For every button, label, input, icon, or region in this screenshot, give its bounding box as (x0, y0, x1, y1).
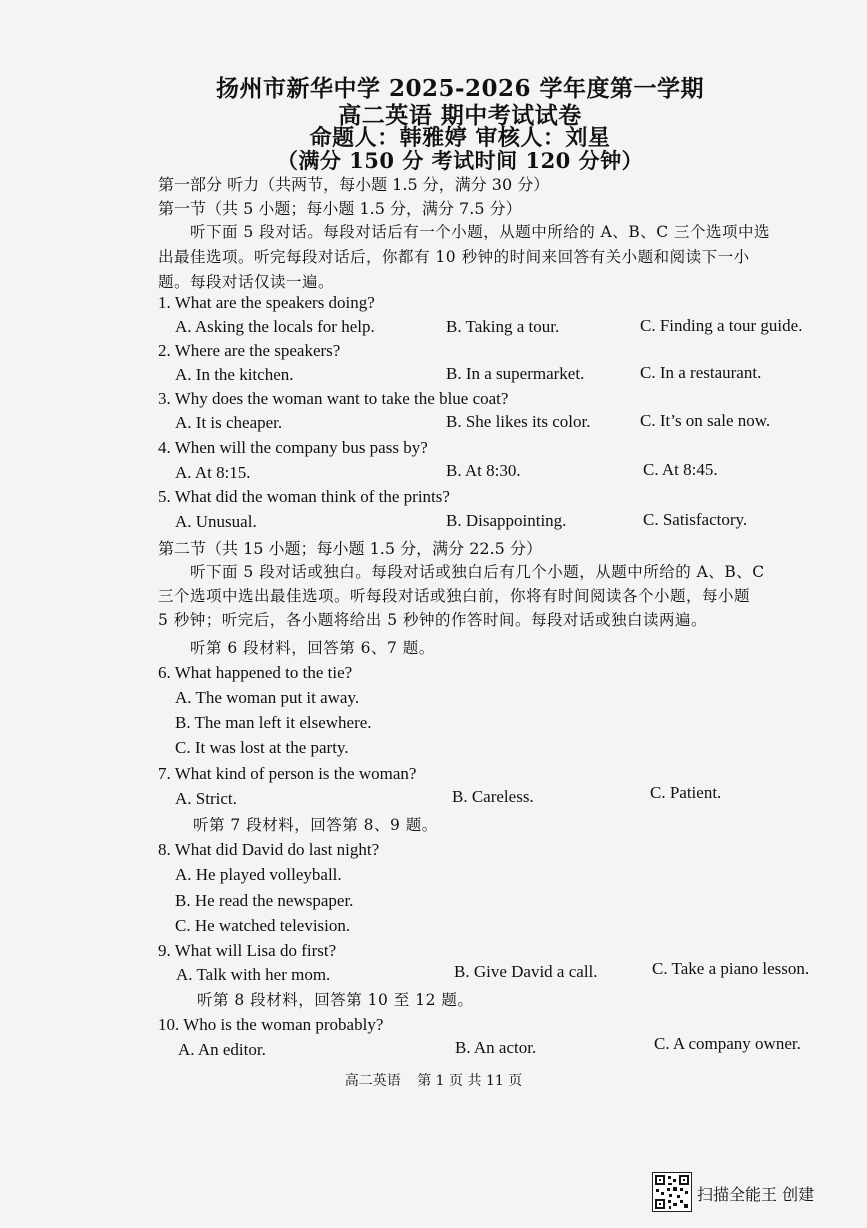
section1-instruction-1: 听下面 5 段对话。每段对话后有一个小题，从题中所给的 A、B、C 三个选项中选 (190, 223, 771, 241)
answer-option: C. Finding a tour guide. (640, 316, 803, 335)
question-stem: 3. Why does the woman want to take the blue coat? (158, 389, 509, 408)
score-time-line: （满分 150 分 考试时间 120 分钟） (276, 148, 644, 173)
material-note: 听第 6 段材料，回答第 6、7 题。 (190, 639, 435, 657)
question-stem: 6. What happened to the tie? (158, 663, 353, 682)
answer-option: B. Taking a tour. (446, 317, 560, 336)
section2-instruction-1: 听下面 5 段对话或独白。每段对话或独白后有几个小题，从题中所给的 A、B、C (190, 563, 765, 581)
qr-code-icon (652, 1172, 692, 1212)
answer-option: A. Strict. (175, 789, 237, 808)
question-stem: 8. What did David do last night? (158, 840, 380, 859)
answer-option: C. He watched television. (175, 916, 351, 935)
scanner-watermark-label: 扫描全能王 创建 (697, 1185, 815, 1204)
answer-option: C. Satisfactory. (643, 510, 748, 529)
footer-subject: 高二英语 (344, 1073, 401, 1089)
section2-title: 第二节（共 15 小题；每小题 1.5 分，满分 22.5 分） (158, 539, 542, 558)
answer-option: B. In a supermarket. (446, 364, 585, 383)
answer-option: C. It’s on sale now. (640, 411, 771, 430)
question-stem: 2. Where are the speakers? (158, 341, 341, 360)
section1-title: 第一节（共 5 小题；每小题 1.5 分，满分 7.5 分） (158, 199, 522, 218)
section2-instruction-2: 三个选项中选出最佳选项。听每段对话或独白前，你将有时间阅读各个小题，每小题 (158, 587, 751, 605)
answer-option: B. An actor. (455, 1038, 537, 1057)
answer-option: C. Patient. (650, 783, 722, 802)
section2-instruction-3: 5 秒钟；听完后，各小题将给出 5 秒钟的作答时间。每段对话或独白读两遍。 (158, 611, 708, 629)
answer-option: A. At 8:15. (175, 463, 251, 482)
answer-option: A. He played volleyball. (175, 865, 342, 884)
question-stem: 4. When will the company bus pass by? (158, 438, 428, 457)
answer-option: C. At 8:45. (643, 460, 718, 479)
answer-option: B. At 8:30. (446, 461, 521, 480)
answer-option: B. Careless. (452, 787, 534, 806)
authors-line: 命题人：韩雅婷 审核人：刘星 (309, 125, 611, 151)
question-stem: 1. What are the speakers doing? (158, 293, 375, 312)
answer-option: C. Take a piano lesson. (652, 959, 810, 978)
answer-option: C. In a restaurant. (640, 363, 762, 382)
material-note: 听第 8 段材料，回答第 10 至 12 题。 (197, 991, 474, 1009)
exam-title: 高二英语 期中考试试卷 (338, 102, 582, 129)
answer-option: B. The man left it elsewhere. (175, 713, 372, 732)
question-stem: 7. What kind of person is the woman? (158, 764, 417, 783)
material-note: 听第 7 段材料，回答第 8、9 题。 (193, 816, 438, 834)
question-stem: 9. What will Lisa do first? (158, 941, 337, 960)
question-stem: 5. What did the woman think of the prints? (158, 487, 450, 506)
answer-option: B. He read the newspaper. (175, 891, 354, 910)
section1-instruction-3: 题。每段对话仅读一遍。 (158, 273, 335, 291)
answer-option: C. A company owner. (654, 1034, 801, 1053)
answer-option: B. Give David a call. (454, 962, 598, 981)
answer-option: A. The woman put it away. (175, 688, 360, 707)
page-footer (0, 1070, 867, 1090)
answer-option: A. An editor. (178, 1040, 266, 1059)
answer-option: B. Disappointing. (446, 511, 567, 530)
school-term-title: 扬州市新华中学 2025-2026 学年度第一学期 (215, 75, 705, 102)
answer-option: A. Talk with her mom. (176, 965, 331, 984)
answer-option: C. It was lost at the party. (175, 738, 349, 757)
section1-instruction-2: 出最佳选项。听完每段对话后，你都有 10 秒钟的时间来回答有关小题和阅读下一小 (158, 248, 750, 266)
page-number: 第 1 页 共 11 页 (417, 1073, 523, 1089)
answer-option: A. Asking the locals for help. (175, 317, 375, 336)
part1-title: 第一部分 听力（共两节，每小题 1.5 分，满分 30 分） (158, 175, 550, 194)
answer-option: A. It is cheaper. (175, 413, 283, 432)
question-stem: 10. Who is the woman probably? (158, 1015, 384, 1034)
answer-option: A. In the kitchen. (175, 365, 294, 384)
answer-option: A. Unusual. (175, 512, 257, 531)
answer-option: B. She likes its color. (446, 412, 591, 431)
